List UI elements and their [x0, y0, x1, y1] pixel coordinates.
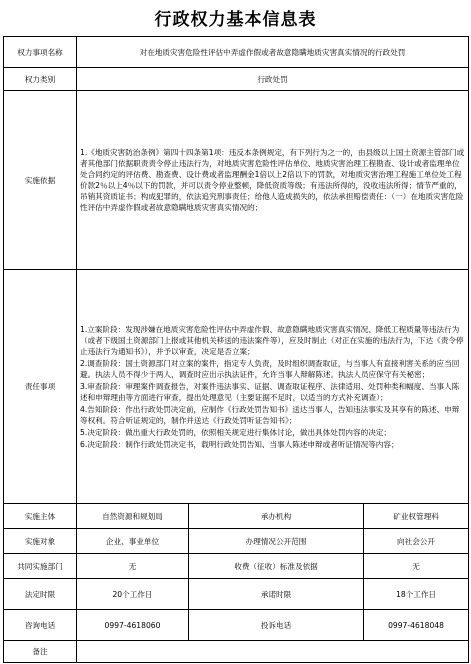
table-row-basis: [4, 91, 469, 270]
table-row-time: [4, 579, 469, 610]
table-row-power-category: [4, 68, 469, 91]
complaint-phone-label: 投诉电话: [189, 610, 364, 641]
responsibility-label: 责任事项: [4, 270, 77, 504]
consult-phone-value: 0997-4618060: [77, 610, 189, 641]
table-row-joint: [4, 554, 469, 579]
power-name-value: 对在地质灾害危险性评估中弄虚作假或者故意隐瞒地质灾害真实情况的行政处罚: [77, 37, 469, 68]
disclosure-scope-label: 办理情况公开范围: [189, 529, 364, 554]
legal-time-value: 20个工作日: [77, 579, 189, 610]
basis-text: 1.《地质灾害防治条例》第四十四条第1项：违反本条例规定，有下列行为之一的，由县级以上国土资源主管部门或者其他部门依据职责责令停止违法行为，对地质灾害危险性评估单位、地质灾害治理工程勘查、设计或者监理单位处合同约定的评估费、勘查费、设计费或者监理酬金1倍以上2倍以下的罚款，对地质灾害治理工程施工单位处工程价款2％以上4％以下的罚款，并可以责令停业整顿，降低资质等级；有违法所得的，没收违法所得；情节严重的，吊销其资质证书；构成犯罪的，依法追究刑事责任；给他人造成损失的，依法承担赔偿责任：（一）在地质灾害危险性评估中弄虚作假或者故意隐瞒地质灾害真实情况的；: [77, 91, 469, 270]
responsibility-list: [77, 270, 469, 504]
disclosure-scope-value: 向社会公开: [364, 529, 469, 554]
subject-label: 实施主体: [4, 504, 77, 529]
office-value: 矿业权管理科: [364, 504, 469, 529]
promised-time-value: 18个工作日: [364, 579, 469, 610]
table-row-subject: [4, 504, 469, 529]
joint-department-label: 共同实施部门: [4, 554, 77, 579]
subject-value: 自然资源和规划局: [77, 504, 189, 529]
legal-time-label: 法定时限: [4, 579, 77, 610]
basis-label: 实施依据: [4, 91, 77, 270]
consult-phone-label: 咨询电话: [4, 610, 77, 641]
power-category-value: 行政处罚: [77, 68, 469, 91]
fee-standard-label: 收费（征收）标准及依据: [189, 554, 364, 579]
table-row-power-name: [4, 37, 469, 68]
info-table: [3, 36, 469, 663]
page-title: 行政权力基本信息表: [154, 10, 317, 30]
remark-label: 备注: [4, 641, 77, 663]
responsibility-item: 3.审查阶段：审理案件调查报告，对案件违法事实、证据、调查取证程序、法律适用、处罚种类和幅度、当事人陈述和申辩理由等方面进行审查，提出处理意见（主要证据不足时，以适当的方式补充调查）；: [80, 381, 460, 402]
joint-department-value: 无: [77, 554, 189, 579]
table-row-remark: [4, 641, 469, 663]
target-label: 实施对象: [4, 529, 77, 554]
responsibility-item: 4.告知阶段：作出行政处罚决定前，应制作《行政处罚告知书》送达当事人，告知违法事实及其享有的陈述、申辩等权利。符合听证规定的，制作并送达《行政处罚听证告知书》；: [80, 404, 460, 425]
responsibility-item: 1.立案阶段：发现涉嫌在地质灾害危险性评估中弄虚作假、故意隐瞒地质灾害真实情况、降低工程质量等违法行为（或者下级国土资源部门上报或其他机关移送的违法案件等），应及时制止（对正在实施的违法行为，下达《责令停止违法行为通知书》），并予以审查，决定是否立案；: [80, 324, 464, 356]
power-name-label: 权力事项名称: [4, 37, 77, 68]
promised-time-label: 承诺时限: [189, 579, 364, 610]
table-row-phone: [4, 610, 469, 641]
office-label: 承办机构: [189, 504, 364, 529]
responsibility-item: 5.决定阶段：做出重大行政处罚的，依照相关规定进行集体讨论，做出具体处罚内容的决定；: [80, 427, 391, 437]
target-value: 企业、事业单位: [77, 529, 189, 554]
responsibility-item: 6.决定阶段：制作行政处罚决定书，载明行政处罚告知、当事人陈述申辩或者听证情况等内容；: [80, 439, 399, 449]
power-category-label: 权力类别: [4, 68, 77, 91]
remark-value: [77, 641, 469, 663]
fee-standard-value: 无: [364, 554, 469, 579]
table-row-target: [4, 529, 469, 554]
table-row-responsibility: [4, 270, 469, 504]
responsibility-item: 2.调查阶段：国土资源部门对立案的案件，指定专人负责，及时组织调查取证，与当事人有直接利害关系的应当回避。执法人员不得少于两人，调查时应出示执法证件，允许当事人辩解陈述。执法人员应保守有关秘密；: [80, 358, 460, 379]
complaint-phone-value: 0997-4618048: [364, 610, 469, 641]
